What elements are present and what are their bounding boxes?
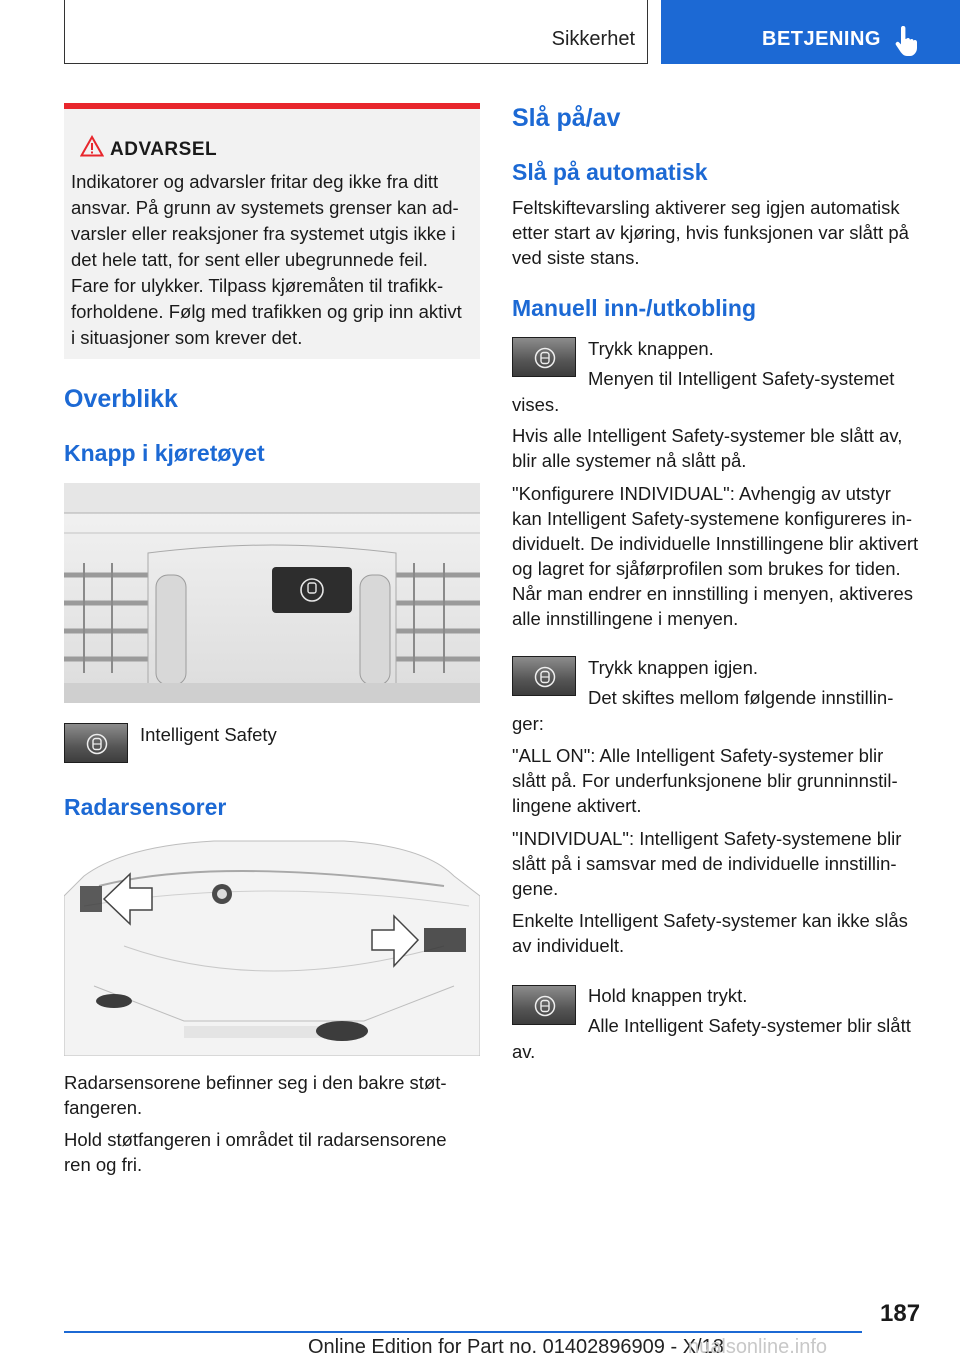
header-section-box	[64, 0, 648, 64]
step2-text-b: Det skiftes mellom følgende innstillin-	[588, 687, 894, 708]
step1-button-icon	[512, 337, 576, 377]
heading-sla-pa-av: Slå på/av	[512, 104, 621, 132]
button-label: Intelligent Safety	[140, 724, 277, 745]
warning-box	[64, 103, 480, 359]
heading-knapp: Knapp i kjøretøyet	[64, 440, 265, 466]
page-number: 187	[880, 1300, 921, 1327]
edition-text: Online Edition for Part no. 01402896909 - X/18	[308, 1336, 724, 1358]
step1-text-b: Menyen til Intelligent Safety-systemet	[588, 368, 895, 389]
header-chapter-tab	[661, 0, 960, 64]
step1-text-c: vises.	[512, 394, 560, 415]
warning-triangle-icon	[80, 135, 104, 157]
intelligent-safety-button-icon	[64, 723, 128, 763]
para4-text: "INDIVIDUAL": Intelligent Safety-systemene blir slått på i samsvar med de individuelle innstillin- gene.	[512, 828, 902, 899]
heading-overblikk: Overblikk	[64, 385, 178, 413]
step3-text-a: Hold knappen trykt.	[588, 985, 748, 1006]
step1-text-a: Trykk knappen.	[588, 338, 714, 359]
para5-text: Enkelte Intelligent Safety-systemer kan ikke slås av individuelt.	[512, 910, 908, 956]
safety-car-icon	[534, 995, 556, 1017]
heading-radarsensorer: Radarsensorer	[64, 794, 227, 820]
para2-text: "Konfigurere INDIVIDUAL": Avhengig av utstyr kan Intelligent Safety-systemene konfigureres in- dividuelt. De individuelle Innstillingene blir aktivert og lagret for sjåførprofilen som brukes for tiden. Når man endrer en innstilling i menyen, aktiveres alle innstillingene i menyen.	[512, 483, 919, 629]
para1-text: Hvis alle Intelligent Safety-systemer ble slått av, blir alle systemer nå slått på.	[512, 425, 903, 471]
para3-text: "ALL ON": Alle Intelligent Safety-systemer blir slått på. For underfunksjonene blir grunninnstil- lingene aktivert.	[512, 745, 898, 816]
dashboard-button-photo	[64, 483, 480, 703]
auto-text: Feltskiftevarsling aktiverer seg igjen automatisk etter start av kjøring, hvis funksjonen var slått på ved siste stans.	[512, 197, 909, 268]
warning-title: ADVARSEL	[110, 139, 218, 160]
pointing-hand-icon	[895, 26, 921, 56]
safety-car-icon	[86, 733, 108, 755]
step2-button-icon	[512, 656, 576, 696]
warning-text: Indikatorer og advarsler fritar deg ikke fra ditt ansvar. På grunn av systemets grenser kan ad- varsler eller reaksjoner fra systemet utgis ikke i det hele tatt, for sent eller ubegrunnede feil. Fare for ulykker. Tilpass kjøremåten til trafikk- forholdene. Følg med trafikken og grip inn aktivt i situasjoner som krever det.	[71, 171, 462, 348]
step3-button-icon	[512, 985, 576, 1025]
heading-sla-pa-automatisk: Slå på automatisk	[512, 159, 708, 185]
header-section-title: Sikkerhet	[551, 28, 635, 50]
step2-text-c: ger:	[512, 713, 544, 734]
radar-clean-text: Hold støtfangeren i området til radarsensorene ren og fri.	[64, 1129, 447, 1175]
heading-manuell: Manuell inn-/utkobling	[512, 295, 757, 321]
radar-location-text: Radarsensorene befinner seg i den bakre støt- fangeren.	[64, 1072, 447, 1118]
step2-text-a: Trykk knappen igjen.	[588, 657, 759, 678]
watermark-text: nualsonline.info	[688, 1336, 827, 1358]
header-chapter-title: BETJENING	[762, 28, 881, 50]
car-rear-radar-photo	[64, 836, 480, 1056]
footer-rule	[64, 1331, 862, 1333]
step3-text-c: av.	[512, 1041, 536, 1062]
safety-car-icon	[534, 347, 556, 369]
step3-text-b: Alle Intelligent Safety-systemer blir slått	[588, 1015, 911, 1036]
safety-car-icon	[534, 666, 556, 688]
